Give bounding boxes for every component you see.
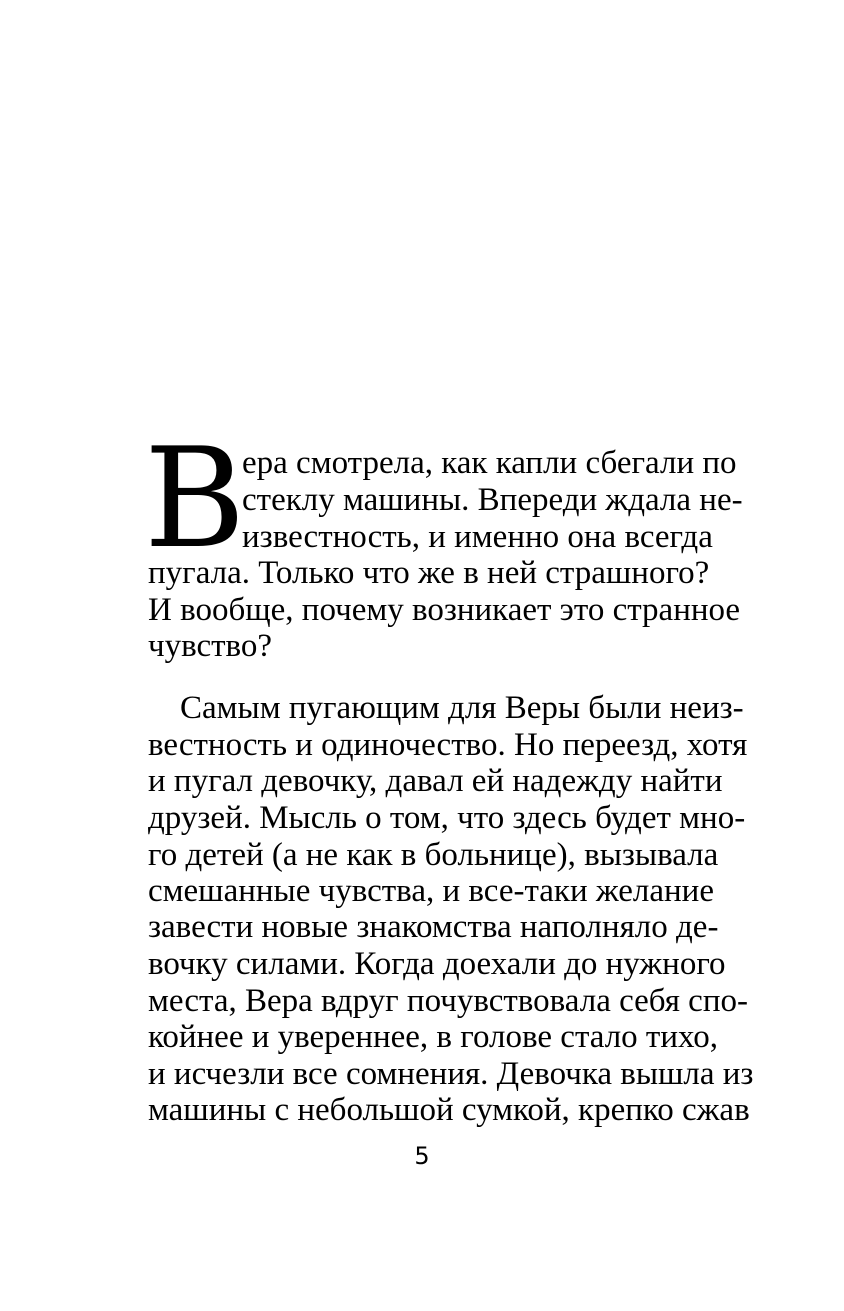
paragraph-2-line: вочку силами. Когда доехали до нужного <box>148 946 726 982</box>
paragraph-2-line: машины с небольшой сумкой, крепко сжав <box>148 1092 750 1128</box>
paragraph-2-line: койнее и увереннее, в голове стало тихо, <box>148 1019 718 1055</box>
paragraph-2-line: Самым пугающим для Веры были неиз- <box>180 690 744 726</box>
paragraph-1-line: стеклу машины. Впереди ждала не- <box>242 482 743 518</box>
paragraph-2-line: и пугал девочку, давал ей надежду найти <box>148 763 723 799</box>
paragraph-2-line: вестность и одиночество. Но переезд, хотя <box>148 727 748 763</box>
paragraph-1-line: ера смотрела, как капли сбегали по <box>242 445 737 481</box>
paragraph-1-line: И вообще, почему возникает это странное <box>148 592 741 628</box>
paragraph-2-line: друзей. Мысль о том, что здесь будет мно- <box>148 800 746 836</box>
paragraph-2-line: завести новые знакомства наполняло де- <box>148 909 719 945</box>
paragraph-1-line: чувство? <box>148 628 273 664</box>
paragraph-2-line: места, Вера вдруг почувствовала себя спо- <box>148 983 748 1019</box>
paragraph-2-line: и исчезли все сомнения. Девочка вышла из <box>148 1056 754 1092</box>
paragraph-1-line: известность, и именно она всегда <box>242 519 713 555</box>
drop-cap-letter: В <box>144 418 246 579</box>
paragraph-2-line: смешанные чувства, и все-таки желание <box>148 873 714 909</box>
paragraph-1-line: пугала. Только что же в ней страшного? <box>148 555 710 591</box>
page-number: 5 <box>414 1142 430 1170</box>
paragraph-2-line: го детей (а не как в больнице), вызывала <box>148 837 719 873</box>
